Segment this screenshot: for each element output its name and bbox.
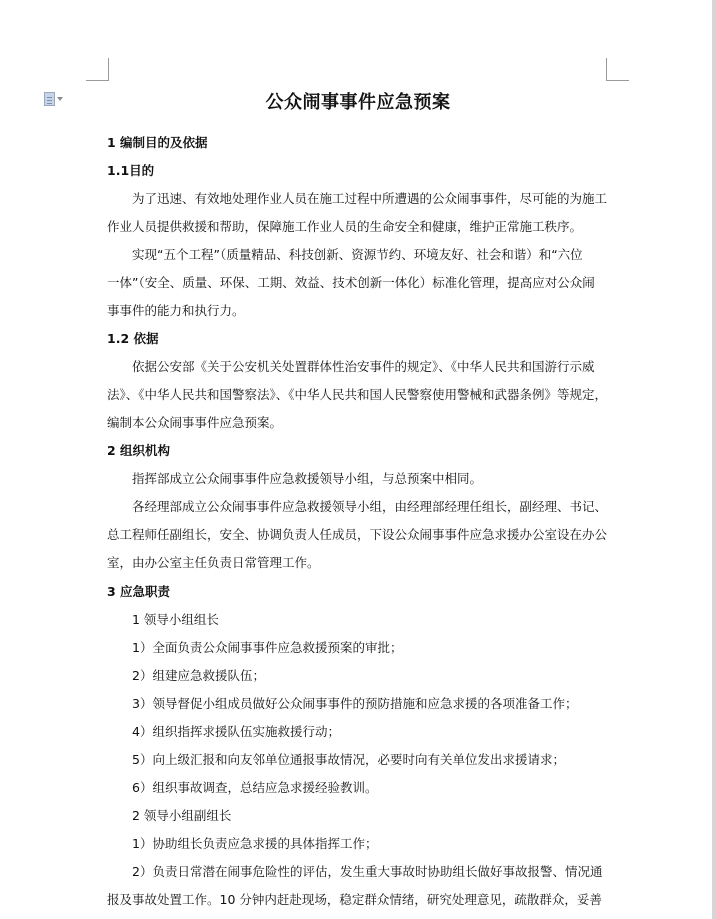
section-heading: 3 应急职责	[107, 584, 171, 599]
paragraph-line: 2 领导小组副组长	[132, 808, 232, 823]
paragraph-line: 各经理部成立公众闹事事件应急救援领导小组，由经理部经理任组长，副经理、书记、	[132, 499, 608, 514]
paragraph-line: 为了迅速、有效地处理作业人员在施工过程中所遭遇的公众闹事事件，尽可能的为施工	[132, 191, 608, 206]
paragraph-line: 1）全面负责公众闹事事件应急救援预案的审批；	[132, 640, 403, 655]
section-heading: 2 组织机构	[107, 443, 171, 458]
paragraph-line: 法》、《中华人民共和国警察法》、《中华人民共和国人民警察使用警械和武器条例》等规定，	[107, 387, 608, 402]
paragraph-line: 3）领导督促小组成员做好公众闹事事件的预防措施和应急求援的各项准备工作；	[132, 696, 578, 711]
paragraph-line: 2）组建应急救援队伍；	[132, 668, 265, 683]
paragraph-line: 指挥部成立公众闹事事件应急救援领导小组，与总预案中相同。	[132, 471, 483, 486]
page-margin-corner-right	[606, 58, 629, 81]
paragraph-line: 5）向上级汇报和向友邻单位通报事故情况，必要时向有关单位发出求援请求；	[132, 752, 565, 767]
paragraph-line: 4）组织指挥求援队伍实施救援行动；	[132, 724, 340, 739]
paragraph-line: 1 领导小组组长	[132, 612, 219, 627]
paragraph-line: 6）组织事故调查，总结应急求援经验教训。	[132, 780, 378, 795]
page-margin-corner-left	[86, 58, 109, 81]
section-heading: 1.2 依据	[107, 331, 159, 346]
document-title: 公众闹事事件应急预案	[265, 92, 451, 113]
paragraph-line: 编制本公众闹事事件应急预案。	[107, 415, 283, 430]
paragraph-line: 一体”（安全、质量、环保、工期、效益、技术创新一体化）标准化管理，提高应对公众闹	[107, 275, 595, 290]
paragraph-line: 2）负责日常潜在闹事危险性的评估，发生重大事故时协助组长做好事故报警、情况通	[132, 864, 603, 879]
paragraph-line: 事事件的能力和执行力。	[107, 303, 245, 318]
paragraph-line: 作业人员提供救援和帮助，保障施工作业人员的生命安全和健康，维护正常施工秩序。	[107, 219, 583, 234]
section-heading: 1 编制目的及依据	[107, 135, 208, 150]
paragraph-line: 实现“五个工程”（质量精品、科技创新、资源节约、环境友好、社会和谐）和“六位	[132, 247, 583, 262]
paragraph-line: 报及事故处置工作。10 分钟内赶赴现场，稳定群众情绪，研究处理意见，疏散群众，妥善	[107, 892, 602, 907]
paragraph-line: 依据公安部《关于公安机关处置群体性治安事件的规定》、《中华人民共和国游行示威	[132, 359, 595, 374]
window-right-edge	[712, 0, 716, 919]
paragraph-line: 室，由办公室主任负责日常管理工作。	[107, 555, 320, 570]
paragraph-line: 1）协助组长负责应急求援的具体指挥工作；	[132, 836, 378, 851]
section-heading: 1.1目的	[107, 163, 155, 178]
paragraph-line: 总工程师任副组长，安全、协调负责人任成员，下设公众闹事事件应急求援办公室设在办公	[107, 527, 608, 542]
